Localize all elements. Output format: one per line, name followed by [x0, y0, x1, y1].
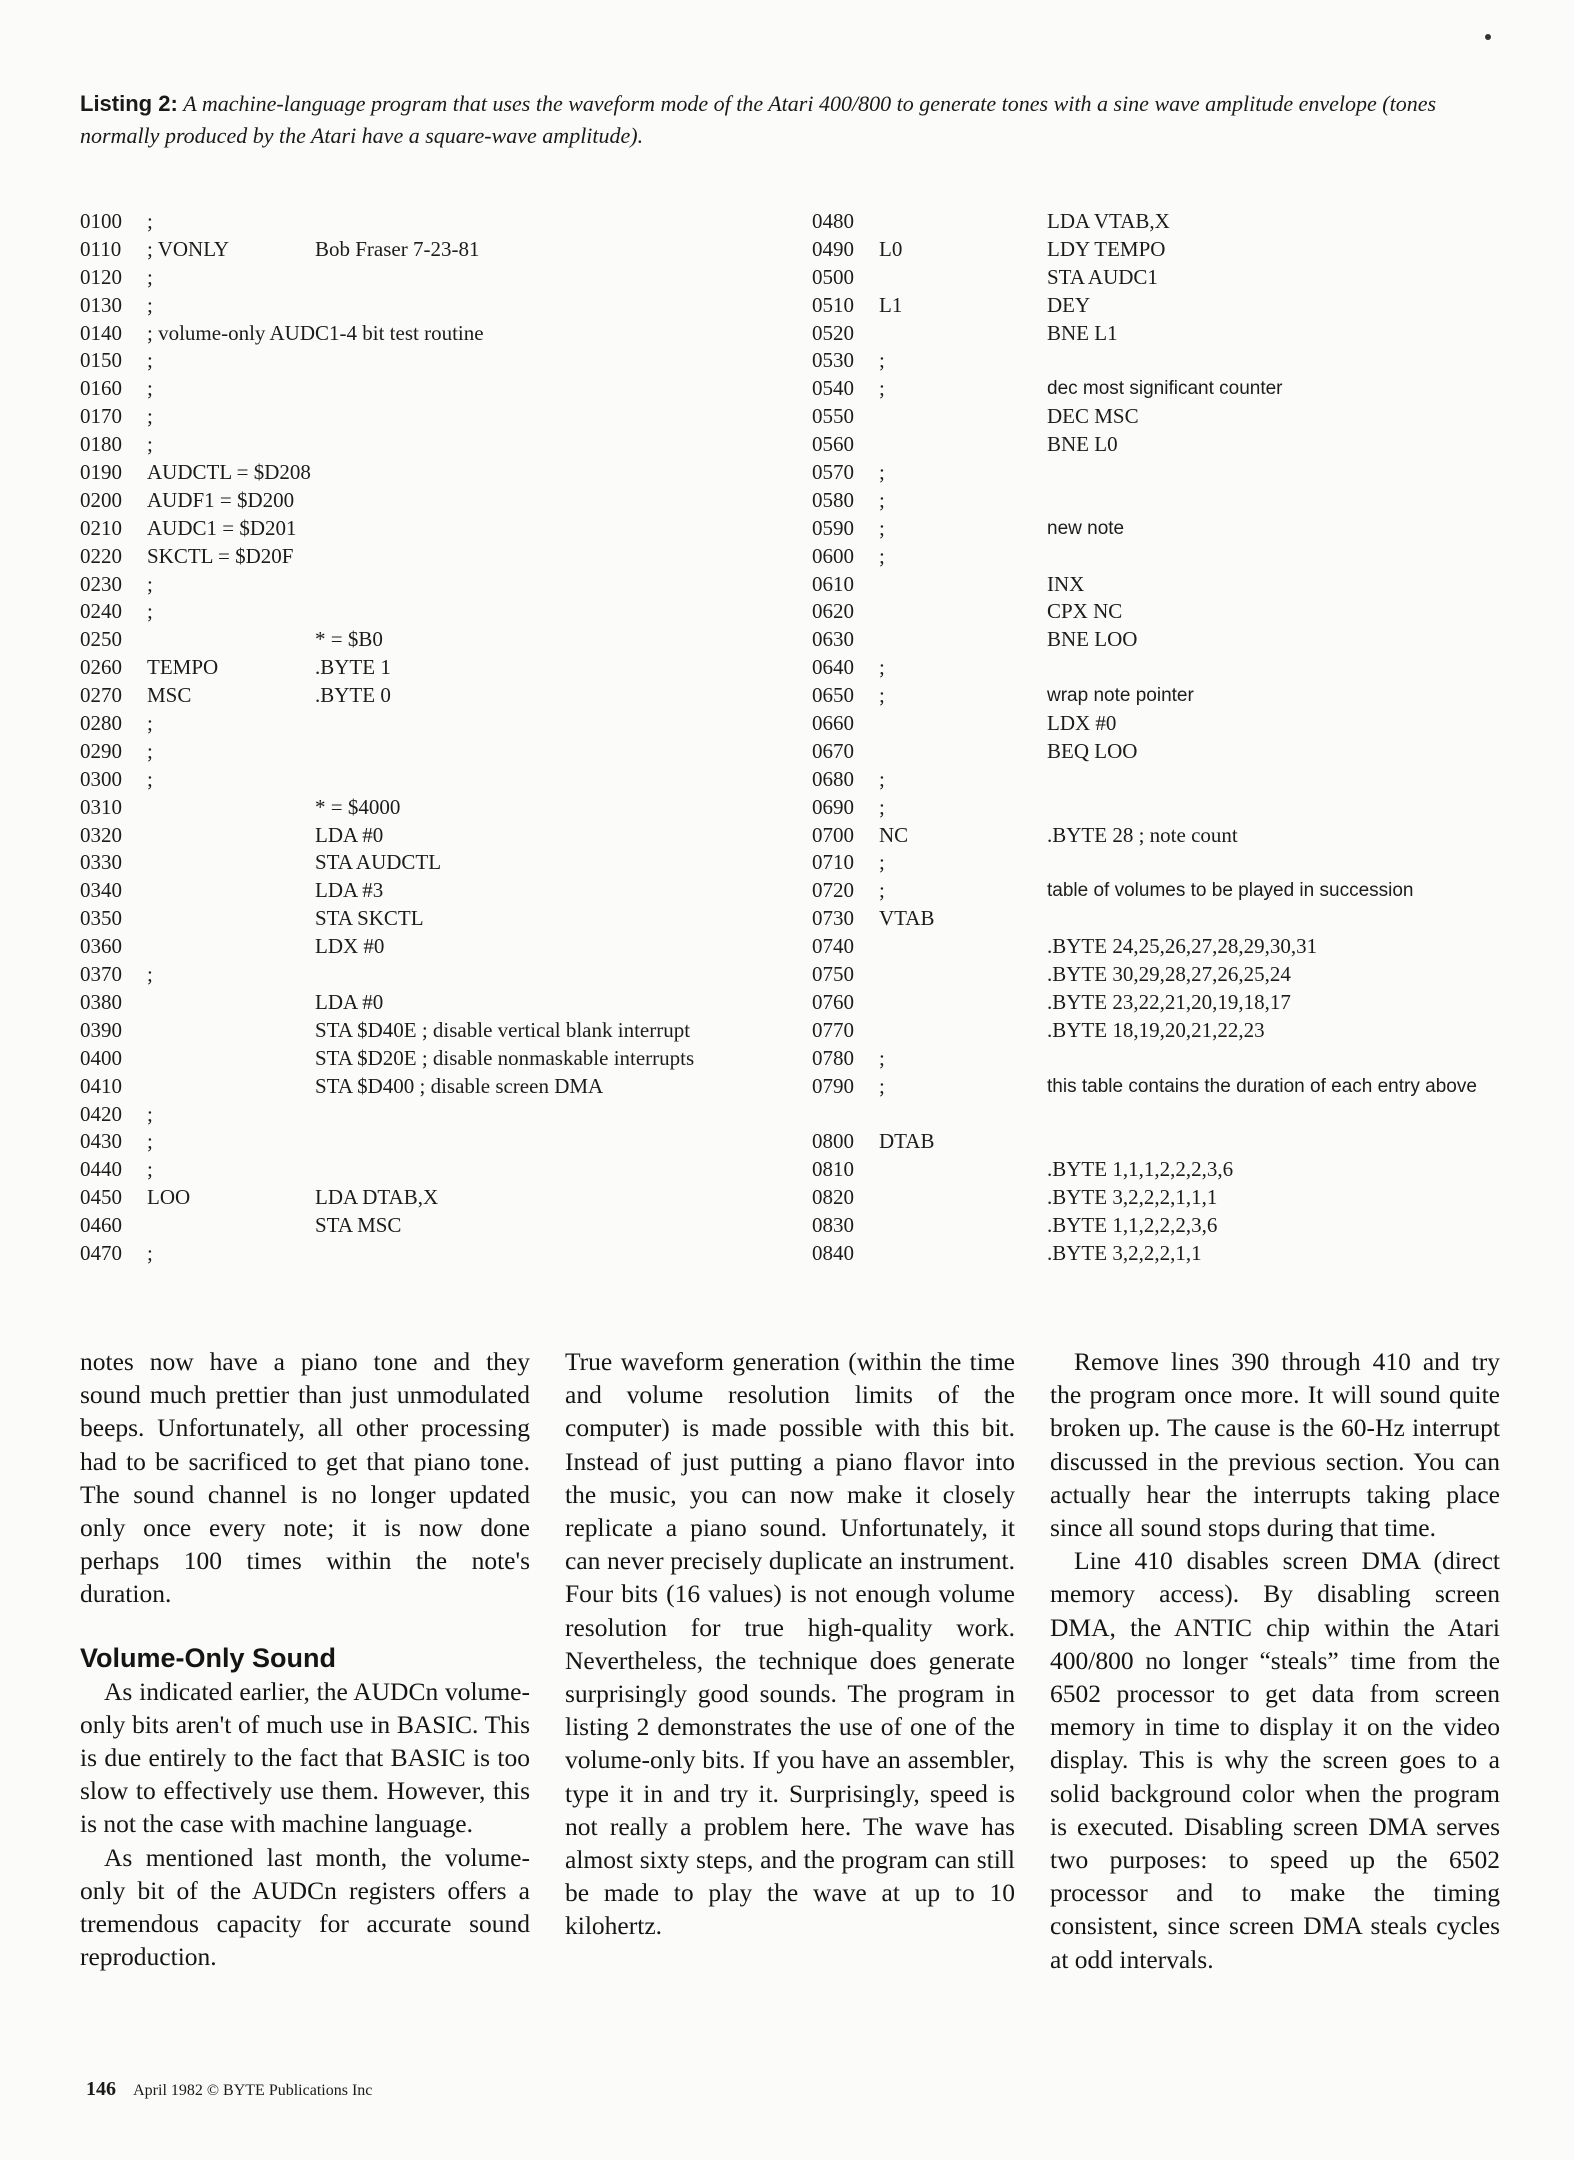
- line-number: 0820: [812, 1185, 854, 1210]
- listing-line: [812, 877, 1512, 905]
- line-label: ;: [879, 850, 885, 875]
- line-label: ;: [147, 599, 153, 624]
- line-number: 0280: [80, 711, 122, 736]
- listing-line: [812, 794, 1512, 822]
- line-label: ;: [879, 460, 885, 485]
- line-label: ;: [147, 738, 153, 763]
- listing-line: [80, 236, 800, 264]
- line-number: 0390: [80, 1017, 122, 1042]
- line-label: TEMPO: [147, 655, 219, 680]
- line-operation: LDX #0: [315, 934, 385, 959]
- line-operation: .BYTE 23,22,21,20,19,18,17: [1047, 989, 1291, 1014]
- line-number: 0320: [80, 822, 122, 847]
- line-operation: .BYTE 0: [315, 683, 391, 708]
- listing-line: [80, 264, 800, 292]
- line-label: ;: [147, 432, 153, 457]
- line-number: 0770: [812, 1017, 854, 1042]
- line-number: 0690: [812, 794, 854, 819]
- line-number: 0680: [812, 766, 854, 791]
- paragraph: Remove lines 390 through 410 and try the program once more. It will sound quite broken up. The cause is the 60-Hz interrupt discussed in the previous section. You can actually hear the interrupts taking place since all sound stops during that time.: [1050, 1347, 1500, 1543]
- line-number: 0440: [80, 1157, 122, 1182]
- listing-line: [80, 459, 800, 487]
- line-operation: LDX #0: [1047, 711, 1117, 736]
- footer-credit: April 1982 © BYTE Publications Inc: [133, 2082, 373, 2099]
- line-number: 0290: [80, 738, 122, 763]
- line-operation: .BYTE 28 ; note count: [1047, 822, 1238, 847]
- article-column-3: [1050, 1345, 1500, 1976]
- listing-line: [812, 1073, 1512, 1129]
- line-number: 0670: [812, 738, 854, 763]
- line-operation: .BYTE 30,29,28,27,26,25,24: [1047, 962, 1291, 987]
- listing-line: [812, 1017, 1512, 1045]
- line-number: 0340: [80, 878, 122, 903]
- line-number: 0300: [80, 766, 122, 791]
- line-label: SKCTL = $D20F: [147, 543, 294, 568]
- listing-line: [812, 849, 1512, 877]
- line-number: 0640: [812, 655, 854, 680]
- line-number: 0570: [812, 460, 854, 485]
- listing-line: [80, 292, 800, 320]
- line-number: 0310: [80, 794, 122, 819]
- line-label: ;: [147, 1240, 153, 1265]
- line-number: 0480: [812, 209, 854, 233]
- line-label: ;: [147, 292, 153, 317]
- listing-line: [812, 598, 1512, 626]
- line-label: ;: [147, 711, 153, 736]
- listing-line: [812, 626, 1512, 654]
- paragraph: As mentioned last month, the volume-only bit of the AUDCn registers offers a tremendous capacity for accurate sound reproduction.: [80, 1842, 530, 1972]
- line-label: NC: [879, 822, 909, 847]
- line-operation: table of volumes to be played in succession: [1047, 880, 1414, 902]
- paragraph: True waveform generation (within the time and volume resolution limits of the computer) is made possible with this bit. Instead of just putting a piano flavor into the music, you can now make it closely replicate a piano sound. Unfortunately, it can never precisely duplicate an instrument. Four bits (16 values) is not enough volume resolution for true high-quality work. Nevertheless, the technique does generate surprisingly good sounds. The program in listing 2 demonstrates the use of one of the volume-only bits. If you have an assembler, type it in and try it. Surprisingly, speed is not really a problem here. The wave has almost sixty steps, and the program can still be made to play the wave at up to 10 kilohertz.: [565, 1347, 1015, 1941]
- listing-line: [80, 905, 800, 933]
- listing-line: [812, 905, 1512, 933]
- line-number: 0560: [812, 432, 854, 457]
- line-number: 0750: [812, 962, 854, 987]
- paragraph: notes now have a piano tone and they sound much prettier than just unmodulated beeps. Unfortunately, all other processing had to be sacrificed to get that piano tone. The sound channel is no longer updated only once every note; it is now done perhaps 100 times within the note's duration.: [80, 1347, 530, 1609]
- line-operation: this table contains the duration of each entry above: [1047, 1075, 1477, 1097]
- page-footer: [86, 2078, 372, 2101]
- paragraph: As indicated earlier, the AUDCn volume-only bits aren't of much use in BASIC. This is due entirely to the fact that BASIC is too slow to effectively use them. However, this is not the case with machine language.: [80, 1676, 530, 1839]
- listing-line: [812, 933, 1512, 961]
- line-number: 0840: [812, 1240, 854, 1265]
- line-number: 0230: [80, 571, 122, 596]
- line-operation: dec most significant counter: [1047, 378, 1283, 400]
- line-label: ;: [879, 1045, 885, 1070]
- line-label: ;: [879, 878, 885, 903]
- line-number: 0630: [812, 627, 854, 652]
- line-label: AUDF1 = $D200: [147, 487, 295, 512]
- listing-line: [812, 459, 1512, 487]
- line-operation: .BYTE 1: [315, 655, 391, 680]
- listing-line: [80, 1128, 800, 1156]
- listing-line: [80, 571, 800, 599]
- listing-line: [80, 1156, 800, 1184]
- line-number: 0800: [812, 1129, 854, 1154]
- listing-line: [80, 543, 800, 571]
- listing-line: [80, 320, 800, 348]
- line-label: ;: [879, 487, 885, 512]
- listing-line: [80, 598, 800, 626]
- listing-line: [812, 375, 1512, 403]
- line-operation: LDA VTAB,X: [1047, 209, 1170, 233]
- line-number: 0650: [812, 683, 854, 708]
- listing-line: [812, 403, 1512, 431]
- line-number: 0210: [80, 515, 122, 540]
- listing-line: [80, 487, 800, 515]
- line-number: 0200: [80, 487, 122, 512]
- line-operation: LDA #0: [315, 989, 384, 1014]
- line-number: 0450: [80, 1185, 122, 1210]
- listing-line: [812, 571, 1512, 599]
- line-number: 0810: [812, 1157, 854, 1182]
- line-number: 0260: [80, 655, 122, 680]
- line-number: 0330: [80, 850, 122, 875]
- line-number: 0620: [812, 599, 854, 624]
- line-number: 0540: [812, 376, 854, 401]
- line-operation: INX: [1047, 571, 1085, 596]
- listing-line: [812, 1184, 1512, 1212]
- line-operation: .BYTE 24,25,26,27,28,29,30,31: [1047, 934, 1318, 959]
- line-label: ;: [147, 404, 153, 429]
- listing-line: [812, 208, 1512, 236]
- page-number: 146: [86, 2078, 116, 2100]
- line-label: ;: [879, 683, 885, 708]
- line-label: LOO: [147, 1185, 191, 1210]
- line-number: 0530: [812, 348, 854, 373]
- line-label: ;: [147, 1129, 153, 1154]
- listing-line: [812, 543, 1512, 571]
- line-operation: STA $D40E ; disable vertical blank interrupt: [315, 1017, 691, 1042]
- line-operation: STA $D400 ; disable screen DMA: [315, 1073, 604, 1098]
- line-number: 0710: [812, 850, 854, 875]
- line-operation: BNE L1: [1047, 320, 1118, 345]
- line-operation: LDA #0: [315, 822, 384, 847]
- listing-line: [812, 710, 1512, 738]
- line-label: ;: [147, 766, 153, 791]
- line-label: ;: [879, 348, 885, 373]
- listing-line: [80, 1017, 800, 1045]
- line-label: AUDC1 = $D201: [147, 515, 297, 540]
- line-label: ;: [147, 571, 153, 596]
- listing-line: [80, 1073, 800, 1101]
- listing-line: [812, 738, 1512, 766]
- line-number: 0580: [812, 487, 854, 512]
- line-label: MSC: [147, 683, 192, 708]
- line-operation: .BYTE 1,1,1,2,2,2,3,6: [1047, 1157, 1234, 1182]
- line-label: L0: [879, 236, 903, 261]
- listing-line: [80, 515, 800, 543]
- line-label: ;: [147, 1101, 153, 1126]
- line-operation: CPX NC: [1047, 599, 1123, 624]
- listing-line: [80, 794, 800, 822]
- line-operation: LDA #3: [315, 878, 384, 903]
- listing-line: [812, 766, 1512, 794]
- line-number: 0740: [812, 934, 854, 959]
- listing-line: [80, 347, 800, 375]
- line-label: L1: [879, 292, 903, 317]
- line-label: ;: [147, 962, 153, 987]
- line-operation: BNE L0: [1047, 432, 1118, 457]
- line-label: ;: [147, 1157, 153, 1182]
- line-number: 0600: [812, 543, 854, 568]
- listing-line: [80, 877, 800, 905]
- article-column-2: [565, 1345, 1015, 1943]
- listing-line: [80, 626, 800, 654]
- listing-line: [80, 403, 800, 431]
- caption-label: Listing 2:: [80, 91, 178, 116]
- listing-line: [80, 1045, 800, 1073]
- line-number: 0370: [80, 962, 122, 987]
- line-operation: new note: [1047, 517, 1125, 539]
- line-number: 0130: [80, 292, 122, 317]
- line-label: ;: [879, 515, 885, 540]
- listing-line: [812, 654, 1512, 682]
- listing-line: [812, 320, 1512, 348]
- line-number: 0610: [812, 571, 854, 596]
- line-label: ;: [879, 766, 885, 791]
- line-number: 0160: [80, 376, 122, 401]
- listing-line: [80, 208, 800, 236]
- line-number: 0180: [80, 432, 122, 457]
- line-number: 0140: [80, 320, 122, 345]
- listing-line: [812, 487, 1512, 515]
- line-number: 0110: [80, 236, 122, 261]
- line-number: 0270: [80, 683, 122, 708]
- listing-line: [812, 264, 1512, 292]
- listing-line: [80, 961, 800, 989]
- listing-line: [80, 1101, 800, 1129]
- line-number: 0590: [812, 515, 854, 540]
- line-number: 0830: [812, 1213, 854, 1238]
- line-number: 0660: [812, 711, 854, 736]
- listing-line: [80, 822, 800, 850]
- line-label: ; volume-only AUDC1-4 bit test routine: [147, 320, 484, 345]
- line-label: ;: [147, 348, 153, 373]
- listing-line: [812, 989, 1512, 1017]
- corner-dot: [1485, 34, 1491, 40]
- line-operation: .BYTE 1,1,2,2,2,3,6: [1047, 1213, 1218, 1238]
- line-number: 0420: [80, 1101, 122, 1126]
- line-operation: * = $B0: [315, 627, 383, 652]
- listing-line: [80, 375, 800, 403]
- line-number: 0430: [80, 1129, 122, 1154]
- listing-line: [80, 431, 800, 459]
- listing-line: [80, 738, 800, 766]
- line-operation: * = $4000: [315, 794, 401, 819]
- line-operation: STA AUDCTL: [315, 850, 442, 875]
- line-operation: Bob Fraser 7-23-81: [315, 236, 480, 261]
- line-number: 0520: [812, 320, 854, 345]
- line-operation: .BYTE 18,19,20,21,22,23: [1047, 1017, 1265, 1042]
- line-label: ;: [147, 209, 153, 233]
- listing-line: [80, 766, 800, 794]
- listing-line: [80, 1240, 800, 1268]
- line-operation: BEQ LOO: [1047, 738, 1138, 763]
- line-number: 0350: [80, 906, 122, 931]
- line-label: DTAB: [879, 1129, 935, 1154]
- line-number: 0700: [812, 822, 854, 847]
- listing-line: [80, 849, 800, 877]
- line-operation: LDA DTAB,X: [315, 1185, 439, 1210]
- listing-line: [812, 822, 1512, 850]
- line-label: ;: [879, 655, 885, 680]
- line-label: VTAB: [879, 906, 935, 931]
- listing-line: [80, 989, 800, 1017]
- line-operation: .BYTE 3,2,2,2,1,1,1: [1047, 1185, 1218, 1210]
- line-number: 0490: [812, 236, 854, 261]
- line-label: ;: [879, 794, 885, 819]
- line-number: 0240: [80, 599, 122, 624]
- listing-line: [812, 1045, 1512, 1073]
- listing-line: [80, 933, 800, 961]
- line-operation: DEC MSC: [1047, 404, 1139, 429]
- line-number: 0550: [812, 404, 854, 429]
- listing-line: [80, 1212, 800, 1240]
- line-number: 0730: [812, 906, 854, 931]
- line-number: 0410: [80, 1073, 122, 1098]
- code-listing-right: [812, 208, 1512, 1268]
- line-number: 0220: [80, 543, 122, 568]
- line-operation: wrap note pointer: [1047, 685, 1194, 707]
- listing-line: [812, 1128, 1512, 1156]
- line-number: 0790: [812, 1073, 854, 1098]
- line-number: 0170: [80, 404, 122, 429]
- line-operation: BNE LOO: [1047, 627, 1138, 652]
- line-number: 0360: [80, 934, 122, 959]
- listing-line: [80, 654, 800, 682]
- listing-line: [812, 1156, 1512, 1184]
- line-number: 0780: [812, 1045, 854, 1070]
- line-operation: .BYTE 3,2,2,2,1,1: [1047, 1240, 1202, 1265]
- paragraph: Line 410 disables screen DMA (direct memory access). By disabling screen DMA, the ANTIC chip within the Atari 400/800 no longer “steals” time from the 6502 processor to get data from screen memory in time to display it on the video display. This is why the screen goes to a solid background color when the program is executed. Disabling screen DMA serves two purposes: to speed up the 6502 processor and to make the timing consistent, since screen DMA steals cycles at odd intervals.: [1050, 1546, 1500, 1974]
- line-label: ;: [147, 264, 153, 289]
- line-number: 0150: [80, 348, 122, 373]
- line-number: 0250: [80, 627, 122, 652]
- line-label: ;: [879, 543, 885, 568]
- line-number: 0190: [80, 460, 122, 485]
- line-number: 0400: [80, 1045, 122, 1070]
- line-operation: DEY: [1047, 292, 1091, 317]
- line-number: 0720: [812, 878, 854, 903]
- line-operation: STA $D20E ; disable nonmaskable interrupts: [315, 1045, 695, 1070]
- line-label: ; VONLY: [147, 236, 230, 261]
- line-number: 0100: [80, 209, 122, 233]
- line-number: 0510: [812, 292, 854, 317]
- line-operation: STA AUDC1: [1047, 264, 1158, 289]
- line-label: ;: [147, 376, 153, 401]
- listing-line: [80, 682, 800, 710]
- caption-text: A machine-language program that uses the waveform mode of the Atari 400/800 to generate tones with a sine wave amplitude envelope (tones normally produced by the Atari have a square-wave amplitude).: [80, 91, 1437, 148]
- listing-line: [812, 347, 1512, 375]
- listing-line: [812, 292, 1512, 320]
- listing-caption: [80, 88, 1495, 152]
- line-number: 0470: [80, 1240, 122, 1265]
- line-number: 0460: [80, 1213, 122, 1238]
- listing-line: [812, 682, 1512, 710]
- line-operation: STA SKCTL: [315, 906, 424, 931]
- line-number: 0500: [812, 264, 854, 289]
- line-number: 0380: [80, 989, 122, 1014]
- listing-line: [80, 1184, 800, 1212]
- line-label: ;: [879, 1073, 885, 1098]
- listing-line: [812, 515, 1512, 543]
- listing-line: [80, 710, 800, 738]
- line-number: 0760: [812, 989, 854, 1014]
- line-operation: STA MSC: [315, 1213, 402, 1238]
- listing-line: [812, 236, 1512, 264]
- listing-line: [812, 431, 1512, 459]
- line-label: ;: [879, 376, 885, 401]
- line-number: 0120: [80, 264, 122, 289]
- line-label: AUDCTL = $D208: [147, 460, 311, 485]
- listing-line: [812, 1212, 1512, 1240]
- section-heading: Volume-Only Sound: [80, 1642, 336, 1673]
- article-column-1: [80, 1345, 530, 1973]
- code-listing-left: [80, 208, 800, 1268]
- line-operation: LDY TEMPO: [1047, 236, 1166, 261]
- listing-line: [812, 1240, 1512, 1268]
- listing-line: [812, 961, 1512, 989]
